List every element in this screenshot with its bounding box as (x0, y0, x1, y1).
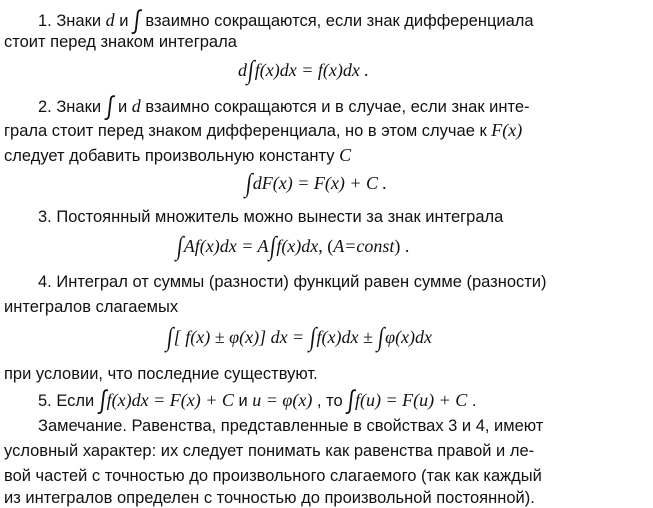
property-4-line-2: интегралов слагаемых (4, 298, 179, 316)
property-1-line-2: стоит перед знаком интеграла (4, 33, 237, 51)
property-4-condition: при условии, что последние существуют. (4, 365, 318, 383)
remark-line-2: условный характер: их следует понимать как равенства правой и ле- (4, 442, 535, 460)
property-2-line-3: следует добавить произвольную константу C (4, 145, 352, 165)
property-2-line-1: 2. Знаки ∫ и d взаимно сокращаются и в случае, если знак инте- (38, 92, 530, 121)
property-3-line-1: 3. Постоянный множитель можно вынести за знак интеграла (38, 208, 504, 226)
property-2-line-2: грала стоит перед знаком дифференциала, но в этом случае к F(x) (4, 120, 523, 140)
property-2-formula: ∫dF(x) = F(x) + C . (244, 167, 388, 198)
remark-line-3: вой частей с точностью до произвольного слагаемого (так как каждый (4, 467, 542, 485)
property-5-line-1: 5. Если ∫f(x)dx = F(x) + C и u = φ(x) , то ∫f(u) = F(u) + C . (38, 386, 477, 415)
remark-line-4: из интегралов определен с точностью до произвольной постоянной). (4, 489, 535, 507)
property-1-formula: d∫f(x)dx = f(x)dx . (238, 54, 369, 85)
property-3-formula: ∫Af(x)dx = A∫f(x)dx, (A=const) . (175, 230, 410, 261)
property-4-line-1: 4. Интеграл от суммы (разности) функций равен сумме (разности) (38, 273, 547, 291)
property-1-line-1: 1. Знаки d и ∫ взаимно сокращаются, если знак дифференциала (38, 6, 534, 35)
property-4-formula: ∫[ f(x) ± φ(x)] dx = ∫f(x)dx ± ∫φ(x)dx (165, 321, 433, 352)
remark-line-1: Замечание. Равенства, представленные в свойствах 3 и 4, имеют (38, 417, 544, 435)
